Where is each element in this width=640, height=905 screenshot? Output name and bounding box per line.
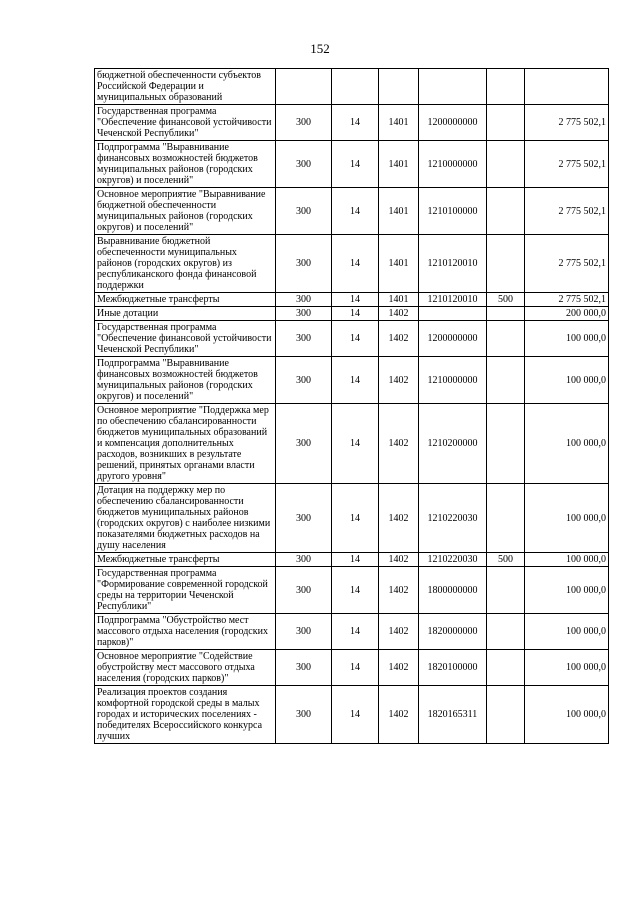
amount-cell: 2 775 502,1 [525, 141, 609, 188]
table-row [95, 650, 609, 686]
ministry-code-cell: 300 [276, 307, 332, 321]
subsection-code-cell: 1402 [379, 650, 419, 686]
section-code-cell: 14 [332, 484, 379, 553]
subsection-code-cell: 1401 [379, 293, 419, 307]
row-name-cell: Подпрограмма "Выравнивание финансовых возможностей бюджетов муниципальных районов (городских округов) и поселений" [95, 141, 276, 188]
table-row [95, 484, 609, 553]
subsection-code-cell: 1402 [379, 321, 419, 357]
ministry-code-cell: 300 [276, 404, 332, 484]
section-code-cell: 14 [332, 307, 379, 321]
row-name-cell: бюджетной обеспеченности субъектов Российской Федерации и муниципальных образований [95, 69, 276, 105]
expense-type-code-cell [487, 686, 525, 744]
table-row [95, 614, 609, 650]
subsection-code-cell [379, 69, 419, 105]
target-article-code-cell: 1210000000 [419, 357, 487, 404]
section-code-cell [332, 69, 379, 105]
subsection-code-cell: 1401 [379, 141, 419, 188]
subsection-code-cell: 1402 [379, 614, 419, 650]
section-code-cell: 14 [332, 553, 379, 567]
ministry-code-cell: 300 [276, 321, 332, 357]
target-article-code-cell: 1820000000 [419, 614, 487, 650]
section-code-cell: 14 [332, 650, 379, 686]
budget-table [94, 68, 609, 744]
section-code-cell: 14 [332, 105, 379, 141]
row-name-cell: Выравнивание бюджетной обеспеченности муниципальных районов (городских округов) из республиканского фонда финансовой поддержки [95, 235, 276, 293]
section-code-cell: 14 [332, 357, 379, 404]
expense-type-code-cell [487, 321, 525, 357]
table-row [95, 105, 609, 141]
ministry-code-cell: 300 [276, 686, 332, 744]
target-article-code-cell: 1820165311 [419, 686, 487, 744]
table-row [95, 553, 609, 567]
section-code-cell: 14 [332, 686, 379, 744]
amount-cell: 100 000,0 [525, 567, 609, 614]
subsection-code-cell: 1402 [379, 307, 419, 321]
table-row [95, 293, 609, 307]
row-name-cell: Межбюджетные трансферты [95, 553, 276, 567]
target-article-code-cell: 1800000000 [419, 567, 487, 614]
section-code-cell: 14 [332, 235, 379, 293]
ministry-code-cell: 300 [276, 484, 332, 553]
target-article-code-cell [419, 69, 487, 105]
ministry-code-cell: 300 [276, 105, 332, 141]
amount-cell: 2 775 502,1 [525, 105, 609, 141]
row-name-cell: Основное мероприятие "Поддержка мер по обеспечению сбалансированности бюджетов муниципальных образований и компенсация дополнительных расходов, возникших в результате решений, принятых органами власти другого уровня" [95, 404, 276, 484]
subsection-code-cell: 1401 [379, 188, 419, 235]
target-article-code-cell: 1210200000 [419, 404, 487, 484]
row-name-cell: Иные дотации [95, 307, 276, 321]
ministry-code-cell: 300 [276, 553, 332, 567]
expense-type-code-cell [487, 307, 525, 321]
subsection-code-cell: 1402 [379, 357, 419, 404]
subsection-code-cell: 1402 [379, 404, 419, 484]
ministry-code-cell: 300 [276, 293, 332, 307]
target-article-code-cell: 1820100000 [419, 650, 487, 686]
amount-cell: 100 000,0 [525, 484, 609, 553]
page-number: 152 [310, 41, 330, 56]
ministry-code-cell: 300 [276, 188, 332, 235]
expense-type-code-cell [487, 357, 525, 404]
ministry-code-cell: 300 [276, 614, 332, 650]
amount-cell: 100 000,0 [525, 553, 609, 567]
ministry-code-cell: 300 [276, 141, 332, 188]
amount-cell: 100 000,0 [525, 357, 609, 404]
subsection-code-cell: 1402 [379, 686, 419, 744]
amount-cell: 200 000,0 [525, 307, 609, 321]
subsection-code-cell: 1402 [379, 567, 419, 614]
expense-type-code-cell: 500 [487, 553, 525, 567]
ministry-code-cell: 300 [276, 357, 332, 404]
amount-cell: 2 775 502,1 [525, 188, 609, 235]
table-row [95, 235, 609, 293]
ministry-code-cell: 300 [276, 567, 332, 614]
row-name-cell: Подпрограмма "Выравнивание финансовых возможностей бюджетов муниципальных районов (городских округов) и поселений" [95, 357, 276, 404]
table-row [95, 404, 609, 484]
target-article-code-cell [419, 307, 487, 321]
table-row [95, 307, 609, 321]
amount-cell: 100 000,0 [525, 614, 609, 650]
expense-type-code-cell [487, 650, 525, 686]
amount-cell: 100 000,0 [525, 321, 609, 357]
subsection-code-cell: 1402 [379, 484, 419, 553]
expense-type-code-cell [487, 188, 525, 235]
target-article-code-cell: 1210120010 [419, 235, 487, 293]
expense-type-code-cell [487, 614, 525, 650]
table-row [95, 69, 609, 105]
ministry-code-cell: 300 [276, 650, 332, 686]
amount-cell: 100 000,0 [525, 404, 609, 484]
row-name-cell: Основное мероприятие "Выравнивание бюджетной обеспеченности муниципальных районов (городских округов) и поселений" [95, 188, 276, 235]
row-name-cell: Реализация проектов создания комфортной городской среды в малых городах и исторических поселениях - победителях Всероссийского конкурса лучших [95, 686, 276, 744]
target-article-code-cell: 1210000000 [419, 141, 487, 188]
table-row [95, 321, 609, 357]
expense-type-code-cell [487, 141, 525, 188]
expense-type-code-cell [487, 404, 525, 484]
section-code-cell: 14 [332, 188, 379, 235]
target-article-code-cell: 1210120010 [419, 293, 487, 307]
section-code-cell: 14 [332, 614, 379, 650]
row-name-cell: Государственная программа "Обеспечение финансовой устойчивости Чеченской Республики" [95, 105, 276, 141]
row-name-cell: Государственная программа "Обеспечение финансовой устойчивости Чеченской Республики" [95, 321, 276, 357]
target-article-code-cell: 1200000000 [419, 105, 487, 141]
row-name-cell: Государственная программа "Формирование современной городской среды на территории Чеченской Республики" [95, 567, 276, 614]
section-code-cell: 14 [332, 567, 379, 614]
section-code-cell: 14 [332, 321, 379, 357]
expense-type-code-cell [487, 484, 525, 553]
row-name-cell: Подпрограмма "Обустройство мест массового отдыха населения (городских парков)" [95, 614, 276, 650]
amount-cell: 2 775 502,1 [525, 293, 609, 307]
expense-type-code-cell [487, 235, 525, 293]
subsection-code-cell: 1401 [379, 235, 419, 293]
target-article-code-cell: 1200000000 [419, 321, 487, 357]
target-article-code-cell: 1210220030 [419, 553, 487, 567]
amount-cell [525, 69, 609, 105]
section-code-cell: 14 [332, 404, 379, 484]
amount-cell: 100 000,0 [525, 686, 609, 744]
target-article-code-cell: 1210100000 [419, 188, 487, 235]
amount-cell: 2 775 502,1 [525, 235, 609, 293]
amount-cell: 100 000,0 [525, 650, 609, 686]
row-name-cell: Дотация на поддержку мер по обеспечению сбалансированности бюджетов муниципальных районов (городских округов) с наиболее низкими показателями бюджетных расходов на душу населения [95, 484, 276, 553]
budget-table-body [95, 69, 609, 744]
row-name-cell: Межбюджетные трансферты [95, 293, 276, 307]
table-row [95, 357, 609, 404]
expense-type-code-cell [487, 105, 525, 141]
ministry-code-cell: 300 [276, 235, 332, 293]
table-row [95, 141, 609, 188]
table-row [95, 188, 609, 235]
target-article-code-cell: 1210220030 [419, 484, 487, 553]
row-name-cell: Основное мероприятие "Содействие обустройству мест массового отдыха населения (городских парков)" [95, 650, 276, 686]
expense-type-code-cell [487, 69, 525, 105]
ministry-code-cell [276, 69, 332, 105]
expense-type-code-cell: 500 [487, 293, 525, 307]
subsection-code-cell: 1402 [379, 553, 419, 567]
subsection-code-cell: 1401 [379, 105, 419, 141]
table-row [95, 686, 609, 744]
expense-type-code-cell [487, 567, 525, 614]
section-code-cell: 14 [332, 293, 379, 307]
table-row [95, 567, 609, 614]
section-code-cell: 14 [332, 141, 379, 188]
